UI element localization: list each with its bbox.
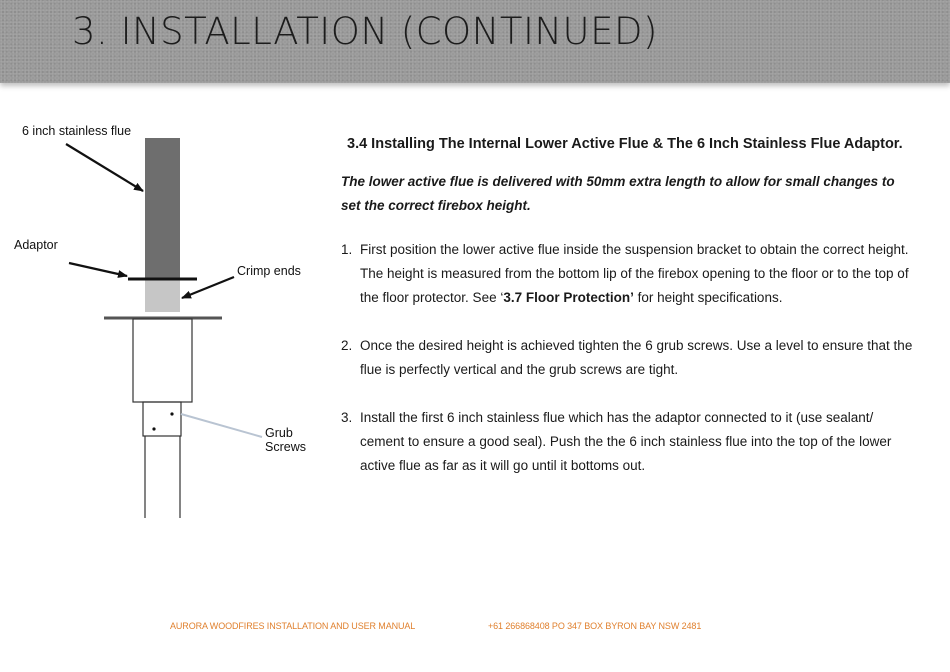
step-3 [341, 406, 916, 478]
grub-screws-label [265, 426, 306, 454]
step-text-part: for height specifications. [633, 290, 783, 305]
step-text [341, 238, 916, 310]
grub-label-line2: Screws [265, 440, 306, 454]
adaptor-arrow [69, 263, 127, 276]
step-2 [341, 334, 916, 382]
flue-diagram-svg [0, 100, 330, 540]
step-text-part: First position the lower active flue inside the suspension bracket to obtain the correct height. The height is measured from the bottom lip of the firebox opening to the floor or to the top of the floor protector. See ‘ [360, 242, 909, 305]
flue-label: 6 inch stainless flue [22, 124, 132, 138]
step-text: Once the desired height is achieved tighten the 6 grub screws. Use a level to ensure that the flue is perfectly vertical and the grub screws are tight. [360, 338, 913, 377]
step-text: Install the first 6 inch stainless flue which has the adaptor connected to it (use sealant/ cement to ensure a good seal). Push the the 6 inch stainless flue into the top of the lower active flue as far as it will go until it bottoms out. [360, 410, 892, 473]
floor-protection-reference: 3.7 Floor Protection’ [503, 290, 634, 305]
intro-note: The lower active flue is delivered with 50mm extra length to allow for small changes to set the correct firebox height. [341, 174, 895, 213]
step-number: 1. [341, 242, 353, 257]
adaptor-label: Adaptor [14, 238, 58, 252]
stainless-flue-pipe [145, 138, 180, 280]
grub-label-line1: Grub [265, 426, 293, 440]
grub-screw [152, 427, 155, 430]
step-number: 3. [341, 410, 353, 425]
crimp-label: Crimp ends [237, 264, 301, 278]
step-1 [341, 238, 916, 310]
flue-diagram [0, 100, 330, 540]
flue-arrow [66, 144, 143, 191]
step-number: 2. [341, 338, 353, 353]
footer-contact: +61 266868408 PO 347 BOX BYRON BAY NSW 2481 [488, 621, 702, 631]
grub-screw-collar [143, 402, 181, 436]
crimp-ends [145, 280, 180, 312]
lower-active-flue-body [133, 319, 192, 402]
section-title: 3.4 Installing The Internal Lower Active Flue & The 6 Inch Stainless Flue Adaptor. [347, 136, 903, 152]
page-title: 3. INSTALLATION (CONTINUED) [72, 10, 658, 53]
footer-manual-title: AURORA WOODFIRES INSTALLATION AND USER MANUAL [170, 621, 416, 631]
grub-leader-line [181, 414, 262, 437]
header-bar [0, 0, 950, 83]
grub-screw [170, 412, 173, 415]
